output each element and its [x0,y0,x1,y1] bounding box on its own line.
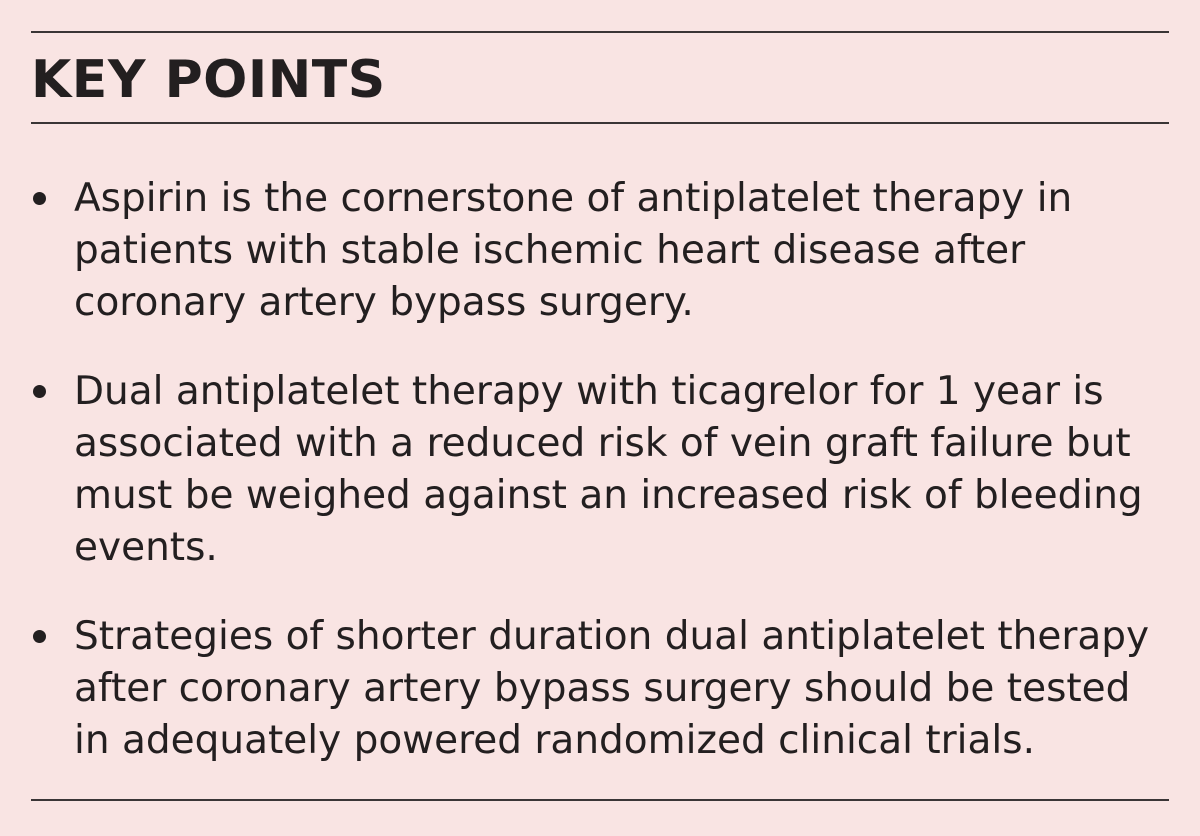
key-point-text: Aspirin is the cornerstone of antiplatelet therapy in patients with stable ischemic heart disease after coronary artery bypass surgery. [74,176,1073,325]
key-point-item [31,366,1169,574]
heading-rule [31,122,1169,124]
bullet-icon [33,192,46,205]
bullet-icon [33,385,46,398]
bullet-icon [33,630,46,643]
key-point-item [31,173,1169,329]
bottom-rule [31,799,1169,801]
key-point-text: Strategies of shorter duration dual antiplatelet therapy after coronary artery bypass surgery should be tested in adequately powered randomized clinical trials. [74,614,1150,763]
key-points-heading: KEY POINTS [31,50,386,110]
top-rule [31,31,1169,33]
key-point-text: Dual antiplatelet therapy with ticagrelor for 1 year is associated with a reduced risk of vein graft failure but must be weighed against an increased risk of bleeding events. [74,369,1143,570]
key-point-item [31,611,1169,767]
key-points-list [31,173,1169,767]
